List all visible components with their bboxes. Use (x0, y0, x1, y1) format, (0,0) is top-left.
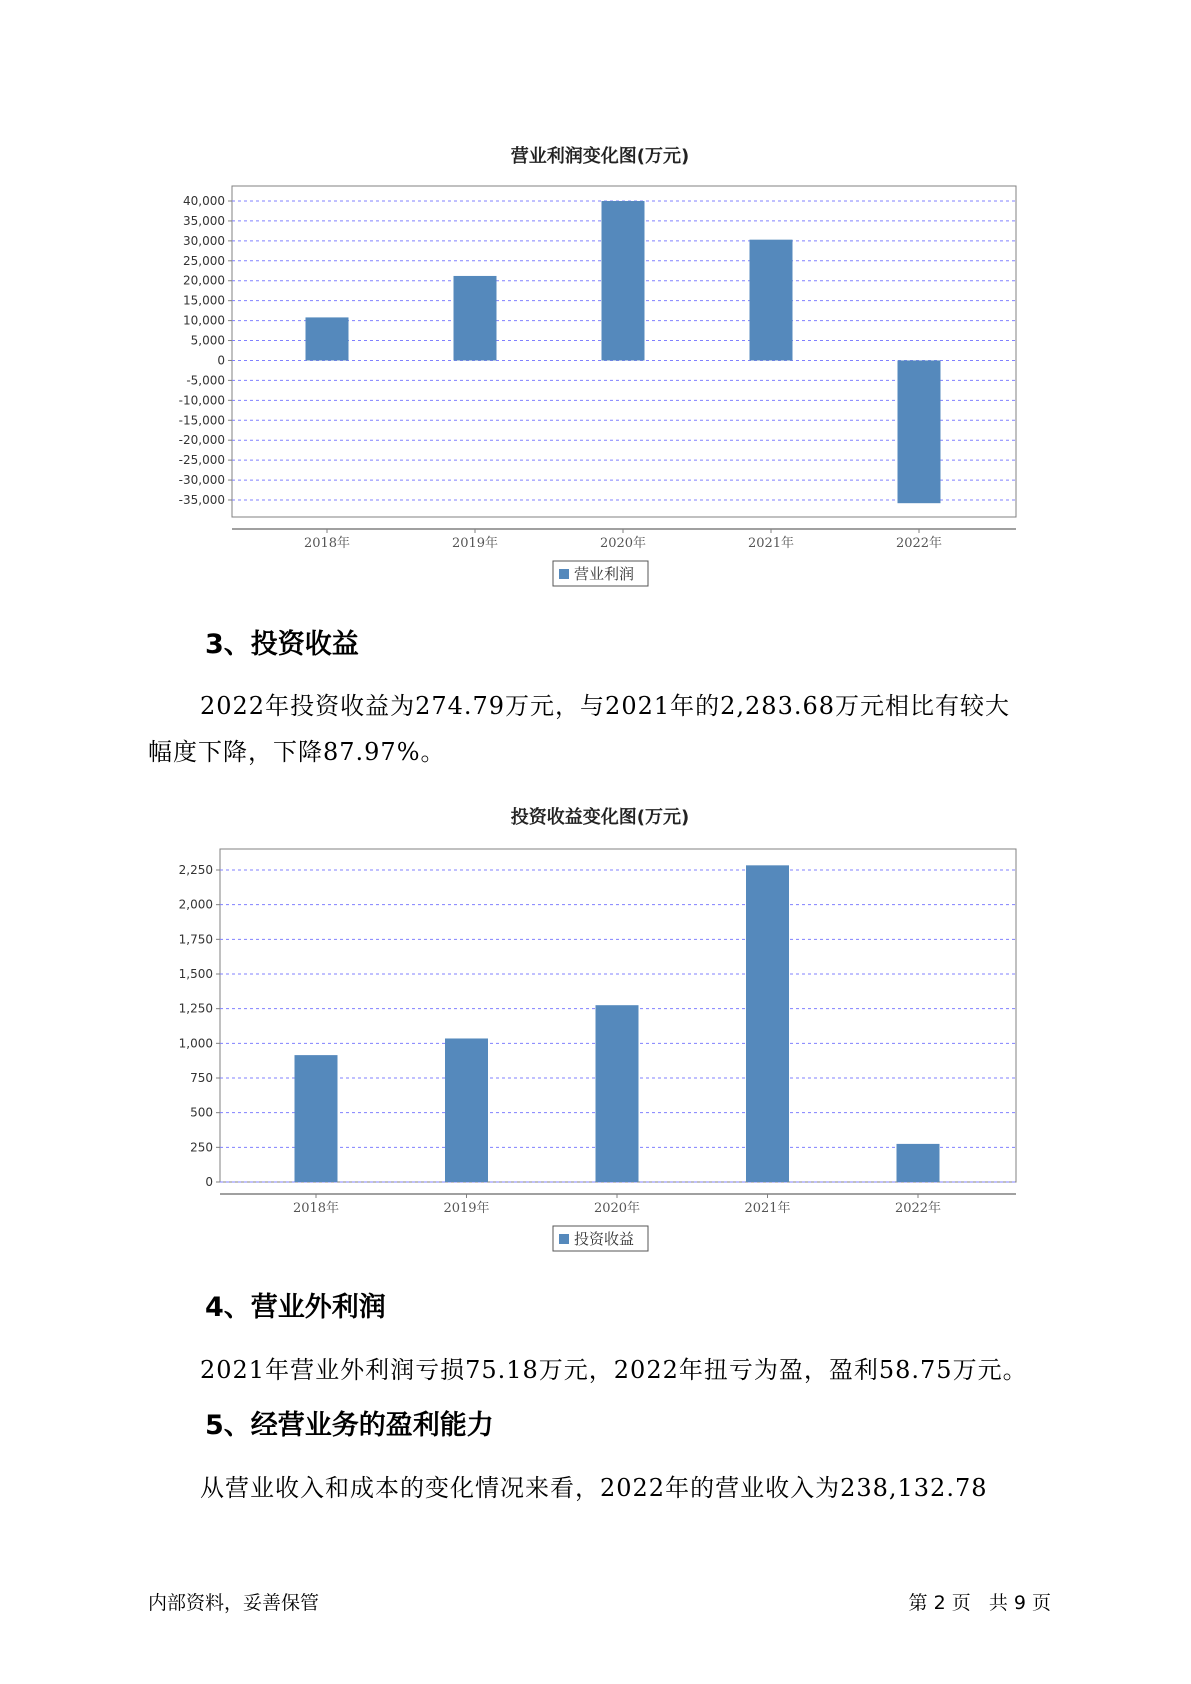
x-tick-label: 2022年 (895, 536, 943, 551)
y-tick-label: 0 (217, 353, 225, 368)
y-tick-label: -15,000 (178, 413, 225, 428)
x-tick-label: 2019年 (443, 1201, 490, 1216)
y-tick-label: 20,000 (183, 273, 225, 288)
y-tick-label: 30,000 (183, 233, 225, 248)
y-tick-label: 35,000 (183, 213, 225, 228)
bar-2022年 (897, 1144, 940, 1182)
bar-2020年 (596, 1005, 639, 1182)
y-tick-label: 25,000 (183, 253, 225, 268)
y-tick-label: -25,000 (178, 453, 225, 468)
y-tick-label: -10,000 (178, 393, 225, 408)
legend-label: 营业利润 (574, 565, 635, 583)
y-tick-label: -30,000 (178, 473, 225, 488)
x-tick-label: 2021年 (744, 1201, 791, 1216)
x-tick-label: 2018年 (303, 536, 351, 551)
footer-page-number: 第 2 页 共 9 页 (908, 1592, 1051, 1614)
y-tick-label: 0 (205, 1175, 213, 1189)
heading-investment-income: 3、投资收益 (205, 629, 359, 660)
x-tick-label: 2019年 (451, 536, 499, 551)
y-tick-label: 1,000 (178, 1036, 213, 1051)
y-tick-label: 2,250 (178, 863, 213, 877)
y-tick-label: 500 (190, 1105, 213, 1120)
y-tick-label: -5,000 (186, 373, 225, 388)
investment-income-line-1: 2022年投资收益为274.79万元，与2021年的2,283.68万元相比有较大 (200, 692, 1011, 720)
bar-2021年 (746, 865, 789, 1182)
y-tick-label: 10,000 (183, 313, 225, 328)
investment-income-line-2: 幅度下降，下降87.97%。 (148, 738, 446, 766)
y-tick-label: 2,000 (178, 897, 213, 912)
y-tick-label: 250 (190, 1140, 213, 1155)
y-tick-label: -20,000 (178, 433, 225, 448)
chart-title: 投资收益变化图(万元) (510, 807, 690, 828)
y-tick-label: 1,750 (178, 932, 213, 947)
heading-non-operating-profit: 4、营业外利润 (205, 1292, 386, 1323)
x-tick-label: 2022年 (894, 1201, 942, 1216)
y-tick-label: 5,000 (190, 333, 225, 348)
footer-confidential-note: 内部资料，妥善保管 (148, 1592, 320, 1614)
non-operating-profit-line-1: 2021年营业外利润亏损75.18万元，2022年扭亏为盈，盈利58.75万元。 (200, 1356, 1028, 1384)
bar-2018年 (295, 1055, 338, 1182)
operating-profitability-line-1: 从营业收入和成本的变化情况来看，2022年的营业收入为238,132.78 (200, 1474, 988, 1502)
heading-operating-profitability: 5、经营业务的盈利能力 (205, 1410, 494, 1441)
x-tick-label: 2020年 (593, 1201, 641, 1216)
legend-label: 投资收益 (574, 1230, 635, 1248)
y-tick-label: 750 (190, 1071, 213, 1085)
x-tick-label: 2021年 (747, 536, 795, 551)
bar-2019年 (445, 1038, 488, 1182)
y-tick-label: 15,000 (183, 293, 225, 308)
y-tick-label: 40,000 (183, 194, 225, 208)
y-tick-label: -35,000 (178, 493, 225, 507)
x-tick-label: 2018年 (292, 1201, 340, 1216)
y-tick-label: 1,250 (178, 1001, 213, 1016)
y-tick-label: 1,500 (178, 967, 213, 981)
chart-title: 营业利润变化图(万元) (510, 146, 690, 167)
legend-swatch (559, 1234, 569, 1244)
x-tick-label: 2020年 (599, 536, 647, 551)
